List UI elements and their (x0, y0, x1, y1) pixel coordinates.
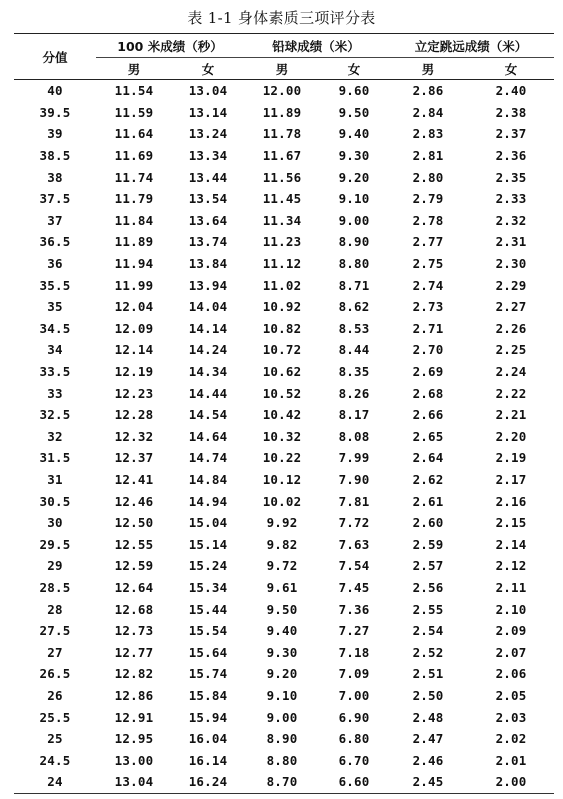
table-row (14, 253, 554, 275)
sprint-female-cell: 14.24 (188, 342, 228, 358)
table-row (14, 771, 554, 793)
table-row (14, 490, 554, 512)
long-jump-male-cell: 2.73 (412, 299, 444, 315)
shot-put-male-cell: 11.89 (262, 104, 302, 120)
sprint-male-cell: 12.32 (114, 428, 154, 444)
long-jump-male-cell: 2.81 (412, 148, 444, 164)
long-jump-male-cell: 2.57 (412, 558, 444, 574)
table-row (14, 382, 554, 404)
score-cell: 35 (47, 299, 63, 315)
shot-put-female-cell: 8.44 (338, 342, 370, 358)
table-row (14, 166, 554, 188)
long-jump-male-cell: 2.84 (412, 104, 444, 120)
sprint-female-cell: 13.34 (188, 148, 228, 164)
shot-put-female-cell: 9.00 (338, 212, 370, 228)
sprint-male-cell: 12.28 (114, 407, 154, 423)
sprint-male-cell: 12.14 (114, 342, 154, 358)
sprint-male-cell: 13.04 (96, 771, 172, 793)
shot-put-male-cell: 9.61 (266, 579, 298, 595)
shot-put-male-header: 男 (244, 58, 320, 80)
sprint-male-cell: 12.82 (114, 666, 154, 682)
score-cell: 28.5 (39, 579, 71, 595)
shot-put-female-cell: 6.70 (338, 752, 370, 768)
sprint-male-cell: 12.19 (114, 364, 154, 380)
sprint-female-cell: 14.84 (188, 471, 228, 487)
score-cell: 39.5 (39, 104, 71, 120)
score-cell: 37 (47, 212, 63, 228)
sprint-male-cell: 11.94 (114, 256, 154, 272)
long-jump-female-cell: 2.05 (495, 687, 527, 703)
long-jump-female-cell: 2.26 (495, 320, 527, 336)
sprint-female-cell: 15.44 (188, 601, 228, 617)
sprint-female-cell: 15.14 (188, 536, 228, 552)
long-jump-male-cell: 2.50 (412, 687, 444, 703)
long-jump-male-cell: 2.56 (412, 579, 444, 595)
score-cell: 36 (47, 256, 63, 272)
sprint-male-cell: 11.59 (114, 104, 154, 120)
score-cell: 28 (47, 601, 63, 617)
shot-put-female-cell: 7.18 (338, 644, 370, 660)
score-cell: 32.5 (39, 407, 71, 423)
sprint-male-cell: 11.84 (114, 212, 154, 228)
shot-put-female-cell: 7.99 (338, 450, 370, 466)
long-jump-female-cell: 2.30 (495, 256, 527, 272)
sprint-female-cell: 13.24 (188, 126, 228, 142)
sprint-male-cell: 12.59 (114, 558, 154, 574)
sprint-male-cell: 12.91 (114, 709, 154, 725)
score-cell: 33.5 (39, 364, 71, 380)
table-row (14, 145, 554, 167)
sprint-male-cell: 12.41 (114, 471, 154, 487)
long-jump-male-cell: 2.74 (412, 277, 444, 293)
sprint-male-cell: 12.55 (114, 536, 154, 552)
shot-put-female-cell: 6.90 (338, 709, 370, 725)
long-jump-male-cell: 2.78 (412, 212, 444, 228)
shot-put-male-cell: 9.20 (266, 666, 298, 682)
score-cell: 26.5 (39, 666, 71, 682)
sprint-female-cell: 13.94 (188, 277, 228, 293)
long-jump-male-cell: 2.79 (412, 191, 444, 207)
long-jump-male-cell: 2.77 (412, 234, 444, 250)
sprint-male-cell: 12.37 (114, 450, 154, 466)
standing-long-jump-header: 立定跳远成绩（米） (388, 34, 554, 58)
long-jump-female-cell: 2.37 (495, 126, 527, 142)
shot-put-female-cell: 7.36 (338, 601, 370, 617)
shot-put-male-cell: 9.30 (266, 644, 298, 660)
shot-put-male-cell: 11.12 (262, 256, 302, 272)
shot-put-female-cell: 8.35 (338, 364, 370, 380)
sprint-male-cell: 12.95 (114, 731, 154, 747)
long-jump-female-cell: 2.16 (495, 493, 527, 509)
table-row (14, 620, 554, 642)
table-row (14, 685, 554, 707)
shot-put-male-cell: 11.78 (262, 126, 302, 142)
shot-put-female-cell: 7.81 (338, 493, 370, 509)
table-row (14, 426, 554, 448)
sprint-female-cell: 15.74 (188, 666, 228, 682)
shot-put-male-cell: 11.56 (262, 169, 302, 185)
long-jump-male-cell: 2.62 (412, 471, 444, 487)
shot-put-female-cell: 9.10 (338, 191, 370, 207)
sprint-male-cell: 12.23 (114, 385, 154, 401)
long-jump-male-cell: 2.75 (412, 256, 444, 272)
sprint-female-cell: 14.34 (188, 364, 228, 380)
sprint-female-cell: 13.74 (188, 234, 228, 250)
sprint-male-cell: 11.54 (114, 83, 154, 99)
shot-put-female-cell: 8.90 (338, 234, 370, 250)
shot-put-female-header: 女 (320, 58, 388, 80)
long-jump-female-cell: 2.07 (495, 644, 527, 660)
shot-put-female-cell: 9.50 (338, 104, 370, 120)
shot-put-male-cell: 8.70 (244, 771, 320, 793)
long-jump-female-cell: 2.10 (495, 601, 527, 617)
table-row (14, 512, 554, 534)
table-row (14, 123, 554, 145)
score-cell: 27.5 (39, 623, 71, 639)
sprint-female-cell: 13.44 (188, 169, 228, 185)
long-jump-male-cell: 2.51 (412, 666, 444, 682)
shot-put-male-cell: 8.80 (266, 752, 298, 768)
sprint-female-cell: 14.54 (188, 407, 228, 423)
shot-put-male-cell: 9.40 (266, 623, 298, 639)
sprint-female-cell: 13.64 (188, 212, 228, 228)
score-cell: 26 (47, 687, 63, 703)
table-row (14, 469, 554, 491)
sprint-female-cell: 14.44 (188, 385, 228, 401)
long-jump-female-cell: 2.21 (495, 407, 527, 423)
shot-put-male-cell: 11.23 (262, 234, 302, 250)
score-cell: 37.5 (39, 191, 71, 207)
shot-put-male-cell: 10.82 (262, 320, 302, 336)
shot-put-male-cell: 12.00 (262, 83, 302, 99)
long-jump-female-cell: 2.24 (495, 364, 527, 380)
shot-put-male-cell: 11.02 (262, 277, 302, 293)
long-jump-male-cell: 2.46 (412, 752, 444, 768)
table-row (14, 339, 554, 361)
shot-put-male-cell: 9.10 (266, 687, 298, 703)
score-cell: 30 (47, 515, 63, 531)
long-jump-male-cell: 2.48 (412, 709, 444, 725)
long-jump-male-cell: 2.45 (388, 771, 468, 793)
table-row (14, 706, 554, 728)
long-jump-female-cell: 2.01 (495, 752, 527, 768)
table-row (14, 749, 554, 771)
sprint-female-cell: 15.84 (188, 687, 228, 703)
table-body (14, 80, 554, 794)
score-cell: 35.5 (39, 277, 71, 293)
table-row (14, 728, 554, 750)
shot-put-female-cell: 8.26 (338, 385, 370, 401)
long-jump-male-cell: 2.47 (412, 731, 444, 747)
shot-put-female-cell: 8.71 (338, 277, 370, 293)
score-cell: 39 (47, 126, 63, 142)
score-cell: 32 (47, 428, 63, 444)
score-cell: 29.5 (39, 536, 71, 552)
long-jump-female-cell: 2.00 (468, 771, 554, 793)
long-jump-female-cell: 2.32 (495, 212, 527, 228)
shot-put-female-cell: 9.60 (338, 83, 370, 99)
table-header (14, 34, 554, 80)
sprint-male-header: 男 (96, 58, 172, 80)
shot-put-male-cell: 10.42 (262, 407, 302, 423)
shot-put-male-cell: 10.62 (262, 364, 302, 380)
shot-put-male-cell: 11.45 (262, 191, 302, 207)
shot-put-female-cell: 7.09 (338, 666, 370, 682)
long-jump-female-header: 女 (468, 58, 554, 80)
table-row (14, 296, 554, 318)
sprint-male-cell: 11.89 (114, 234, 154, 250)
score-cell: 31.5 (39, 450, 71, 466)
shot-put-female-cell: 6.80 (338, 731, 370, 747)
shot-put-male-cell: 9.92 (266, 515, 298, 531)
sprint-female-header: 女 (172, 58, 244, 80)
long-jump-female-cell: 2.15 (495, 515, 527, 531)
score-cell: 38.5 (39, 148, 71, 164)
score-cell: 24 (14, 771, 96, 793)
sprint-female-cell: 14.14 (188, 320, 228, 336)
table-row (14, 598, 554, 620)
long-jump-male-cell: 2.59 (412, 536, 444, 552)
sprint-male-cell: 12.04 (114, 299, 154, 315)
sprint-female-cell: 15.34 (188, 579, 228, 595)
sprint-female-cell: 15.64 (188, 644, 228, 660)
shot-put-female-cell: 7.63 (338, 536, 370, 552)
long-jump-male-cell: 2.80 (412, 169, 444, 185)
shot-put-female-cell: 6.60 (320, 771, 388, 793)
score-cell: 38 (47, 169, 63, 185)
shot-put-female-cell: 8.53 (338, 320, 370, 336)
long-jump-male-cell: 2.54 (412, 623, 444, 639)
long-jump-female-cell: 2.03 (495, 709, 527, 725)
long-jump-female-cell: 2.31 (495, 234, 527, 250)
shot-put-male-cell: 10.72 (262, 342, 302, 358)
shot-put-male-cell: 8.90 (266, 731, 298, 747)
shot-put-male-cell: 9.72 (266, 558, 298, 574)
sprint-male-cell: 12.68 (114, 601, 154, 617)
table-row (14, 231, 554, 253)
table-row (14, 555, 554, 577)
score-cell: 31 (47, 471, 63, 487)
sprint-male-cell: 11.74 (114, 169, 154, 185)
table-row (14, 361, 554, 383)
shot-put-male-cell: 10.32 (262, 428, 302, 444)
long-jump-male-cell: 2.86 (412, 83, 444, 99)
long-jump-female-cell: 2.22 (495, 385, 527, 401)
shot-put-female-cell: 7.00 (338, 687, 370, 703)
long-jump-male-header: 男 (388, 58, 468, 80)
shot-put-male-cell: 9.00 (266, 709, 298, 725)
score-cell: 24.5 (39, 752, 71, 768)
shot-put-female-cell: 9.20 (338, 169, 370, 185)
sprint-male-cell: 12.77 (114, 644, 154, 660)
long-jump-female-cell: 2.29 (495, 277, 527, 293)
table-row (14, 274, 554, 296)
long-jump-male-cell: 2.70 (412, 342, 444, 358)
long-jump-male-cell: 2.64 (412, 450, 444, 466)
sprint-male-cell: 12.50 (114, 515, 154, 531)
sprint-male-cell: 12.73 (114, 623, 154, 639)
shot-put-female-cell: 8.08 (338, 428, 370, 444)
score-cell: 30.5 (39, 493, 71, 509)
shot-put-male-cell: 10.92 (262, 299, 302, 315)
score-cell: 27 (47, 644, 63, 660)
score-cell: 33 (47, 385, 63, 401)
long-jump-female-cell: 2.14 (495, 536, 527, 552)
table-row (14, 663, 554, 685)
shot-put-male-cell: 11.34 (262, 212, 302, 228)
score-cell: 34.5 (39, 320, 71, 336)
score-cell: 34 (47, 342, 63, 358)
sprint-male-cell: 12.09 (114, 320, 154, 336)
shot-put-female-cell: 7.72 (338, 515, 370, 531)
shot-put-female-cell: 7.45 (338, 579, 370, 595)
sprint-male-cell: 12.86 (114, 687, 154, 703)
long-jump-female-cell: 2.17 (495, 471, 527, 487)
long-jump-female-cell: 2.27 (495, 299, 527, 315)
sprint-female-cell: 14.04 (188, 299, 228, 315)
sprint-male-cell: 11.79 (114, 191, 154, 207)
long-jump-female-cell: 2.25 (495, 342, 527, 358)
sprint-male-cell: 11.69 (114, 148, 154, 164)
long-jump-female-cell: 2.02 (495, 731, 527, 747)
sprint-female-cell: 15.04 (188, 515, 228, 531)
score-cell: 36.5 (39, 234, 71, 250)
sprint-female-cell: 15.54 (188, 623, 228, 639)
table-row (14, 641, 554, 663)
shot-put-female-cell: 8.62 (338, 299, 370, 315)
sprint-female-cell: 14.74 (188, 450, 228, 466)
score-cell: 25.5 (39, 709, 71, 725)
long-jump-male-cell: 2.65 (412, 428, 444, 444)
shot-put-female-cell: 7.90 (338, 471, 370, 487)
sprint-female-cell: 14.64 (188, 428, 228, 444)
score-column-header: 分值 (14, 34, 96, 80)
table-caption: 表 1-1 身体素质三项评分表 (187, 9, 376, 27)
shot-put-female-cell: 8.17 (338, 407, 370, 423)
long-jump-male-cell: 2.71 (412, 320, 444, 336)
shot-put-male-cell: 9.50 (266, 601, 298, 617)
shot-put-header: 铅球成绩（米） (244, 34, 388, 58)
score-cell: 25 (47, 731, 63, 747)
table-row (14, 318, 554, 340)
long-jump-female-cell: 2.35 (495, 169, 527, 185)
sprint-female-cell: 15.24 (188, 558, 228, 574)
shot-put-female-cell: 7.54 (338, 558, 370, 574)
shot-put-female-cell: 9.40 (338, 126, 370, 142)
table-row (14, 210, 554, 232)
table-row (14, 80, 554, 102)
shot-put-male-cell: 10.02 (262, 493, 302, 509)
table-row (14, 533, 554, 555)
long-jump-female-cell: 2.19 (495, 450, 527, 466)
long-jump-male-cell: 2.69 (412, 364, 444, 380)
long-jump-male-cell: 2.83 (412, 126, 444, 142)
long-jump-male-cell: 2.68 (412, 385, 444, 401)
sprint-100m-header: 100 米成绩（秒） (96, 34, 244, 58)
long-jump-male-cell: 2.55 (412, 601, 444, 617)
long-jump-female-cell: 2.36 (495, 148, 527, 164)
long-jump-female-cell: 2.20 (495, 428, 527, 444)
table-row (14, 447, 554, 469)
table-row (14, 577, 554, 599)
long-jump-female-cell: 2.12 (495, 558, 527, 574)
long-jump-female-cell: 2.38 (495, 104, 527, 120)
shot-put-male-cell: 9.82 (266, 536, 298, 552)
long-jump-female-cell: 2.40 (495, 83, 527, 99)
table-row (14, 102, 554, 124)
sprint-male-cell: 13.00 (114, 752, 154, 768)
sprint-male-cell: 12.64 (114, 579, 154, 595)
shot-put-male-cell: 10.52 (262, 385, 302, 401)
shot-put-female-cell: 8.80 (338, 256, 370, 272)
long-jump-male-cell: 2.66 (412, 407, 444, 423)
shot-put-male-cell: 10.22 (262, 450, 302, 466)
long-jump-female-cell: 2.09 (495, 623, 527, 639)
long-jump-female-cell: 2.11 (495, 579, 527, 595)
sprint-female-cell: 13.54 (188, 191, 228, 207)
sprint-female-cell: 13.14 (188, 104, 228, 120)
score-table (14, 33, 554, 794)
long-jump-female-cell: 2.33 (495, 191, 527, 207)
sprint-female-cell: 16.24 (172, 771, 244, 793)
shot-put-female-cell: 9.30 (338, 148, 370, 164)
sprint-female-cell: 15.94 (188, 709, 228, 725)
sprint-female-cell: 14.94 (188, 493, 228, 509)
score-cell: 29 (47, 558, 63, 574)
long-jump-male-cell: 2.60 (412, 515, 444, 531)
table-row (14, 188, 554, 210)
long-jump-male-cell: 2.52 (412, 644, 444, 660)
table-row (14, 404, 554, 426)
sprint-female-cell: 16.14 (188, 752, 228, 768)
score-cell: 40 (47, 83, 63, 99)
shot-put-male-cell: 11.67 (262, 148, 302, 164)
sprint-male-cell: 11.64 (114, 126, 154, 142)
sprint-female-cell: 13.04 (188, 83, 228, 99)
long-jump-female-cell: 2.06 (495, 666, 527, 682)
sprint-female-cell: 13.84 (188, 256, 228, 272)
sprint-male-cell: 12.46 (114, 493, 154, 509)
shot-put-female-cell: 7.27 (338, 623, 370, 639)
sprint-male-cell: 11.99 (114, 277, 154, 293)
shot-put-male-cell: 10.12 (262, 471, 302, 487)
long-jump-male-cell: 2.61 (412, 493, 444, 509)
sprint-female-cell: 16.04 (188, 731, 228, 747)
